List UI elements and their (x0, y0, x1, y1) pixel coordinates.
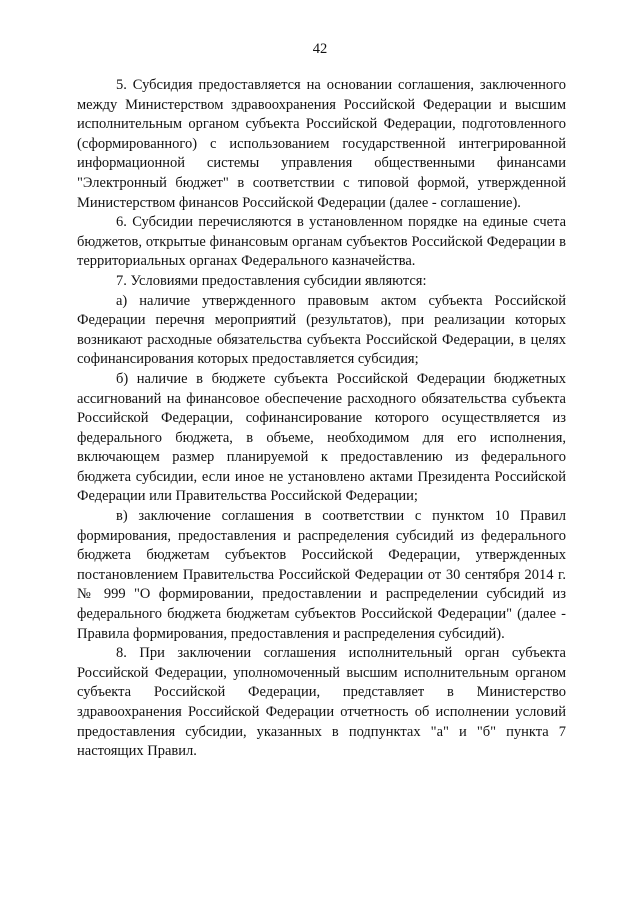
page-number: 42 (312, 41, 328, 57)
paragraph-7b: б) наличие в бюджете субъекта Российской Федерации бюджетных ассигнований на финансовое обеспечение расходного обязательства субъекта Российской Федерации, софинансирование которого осуществляется из федерального бюджета, в объеме, необходимом для его исполнения, включающем размер планируемой к предоставлению из федерального бюджета субсидии, если иное не установлено актами Президента Российской Федерации или Правительства Российской Федерации; (77, 370, 566, 505)
paragraph-6: 6. Субсидии перечисляются в установленном порядке на единые счета бюджетов, открытые финансовым органам субъектов Российской Федерации в территориальных органах Федерального казначейства. (77, 214, 566, 270)
paragraph-7v: в) заключение соглашения в соответствии с пунктом 10 Правил формирования, предоставления и распределения субсидий из федерального бюджета бюджетам субъектов Российской Федерации, утвержденных постановлением Правительства Российской Федерации от 30 сентября 2014 г. № 999 "О формировании, предоставлении и распределении субсидий из федерального бюджета бюджетам субъектов Российской Федерации" (далее - Правила формирования, предоставления и распределения субсидий). (77, 508, 566, 642)
paragraph-7a: а) наличие утвержденного правовым актом субъекта Российской Федерации перечня мероприятий (результатов), при реализации которых возникают расходные обязательства субъекта Российской Федерации, в целях софинансирования которых предоставляется субсидия; (77, 292, 566, 368)
paragraph-8: 8. При заключении соглашения исполнительный орган субъекта Российской Федерации, уполномоченный высшим исполнительным органом субъекта Российской Федерации, представляет в Министерство здравоохранения Российской Федерации отчетность об исполнении условий предоставления субсидии, указанных в подпунктах "а" и "б" пункта 7 настоящих Правил. (77, 645, 566, 760)
paragraph-5: 5. Субсидия предоставляется на основании соглашения, заключенного между Министерством здравоохранения Российской Федерации и высшим исполнительным органом субъекта Российской Федерации, подготовленного (сформированного) с использованием государственной интегрированной информационной системы управления общественными финансами "Электронный бюджет" в соответствии с типовой формой, утвержденной Министерством финансов Российской Федерации (далее - соглашение). (77, 77, 566, 211)
document-body (77, 76, 566, 762)
paragraph-7: 7. Условиями предоставления субсидии являются: (116, 272, 427, 289)
